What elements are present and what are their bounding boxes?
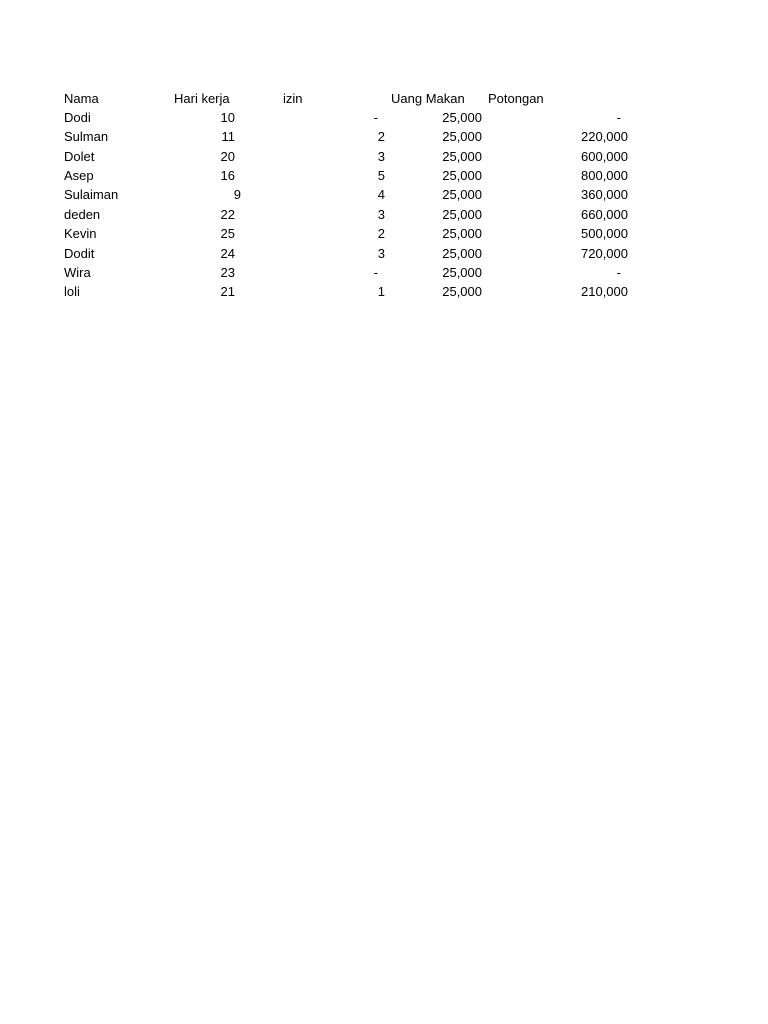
cell-hari-kerja: 25 bbox=[220, 226, 235, 241]
cell-izin: 2 bbox=[377, 226, 385, 241]
header-izin: izin bbox=[283, 91, 303, 106]
cell-izin: 1 bbox=[377, 284, 385, 299]
cell-izin: - bbox=[373, 110, 378, 125]
cell-potongan: - bbox=[616, 110, 621, 125]
header-hari-kerja: Hari kerja bbox=[174, 91, 230, 106]
cell-potongan: 600,000 bbox=[581, 149, 628, 164]
cell-hari-kerja: 23 bbox=[220, 265, 235, 280]
table-row bbox=[0, 166, 768, 185]
cell-potongan: 800,000 bbox=[581, 168, 628, 183]
cell-hari-kerja: 10 bbox=[220, 110, 235, 125]
cell-hari-kerja: 16 bbox=[220, 168, 235, 183]
cell-izin: 4 bbox=[377, 187, 385, 202]
cell-potongan: - bbox=[616, 265, 621, 280]
cell-izin: - bbox=[373, 265, 378, 280]
cell-izin: 3 bbox=[377, 207, 385, 222]
cell-hari-kerja: 9 bbox=[233, 187, 241, 202]
cell-potongan: 360,000 bbox=[581, 187, 628, 202]
cell-nama: loli bbox=[64, 284, 80, 299]
cell-izin: 2 bbox=[377, 129, 385, 144]
header-potongan: Potongan bbox=[488, 91, 544, 106]
header-uang-makan: Uang Makan bbox=[391, 91, 465, 106]
cell-hari-kerja: 24 bbox=[220, 246, 235, 261]
cell-potongan: 500,000 bbox=[581, 226, 628, 241]
cell-potongan: 660,000 bbox=[581, 207, 628, 222]
cell-hari-kerja: 21 bbox=[220, 284, 235, 299]
table-row bbox=[0, 108, 768, 127]
cell-hari-kerja: 22 bbox=[220, 207, 235, 222]
cell-nama: Dolet bbox=[64, 149, 95, 164]
table-row bbox=[0, 263, 768, 282]
cell-uang-makan: 25,000 bbox=[442, 187, 482, 202]
cell-nama: deden bbox=[64, 207, 101, 222]
cell-nama: Sulaiman bbox=[64, 187, 119, 202]
cell-izin: 3 bbox=[377, 246, 385, 261]
cell-uang-makan: 25,000 bbox=[442, 149, 482, 164]
table-row bbox=[0, 127, 768, 146]
table-row bbox=[0, 282, 768, 301]
cell-nama: Wira bbox=[64, 265, 91, 280]
table-row bbox=[0, 224, 768, 243]
cell-izin: 5 bbox=[377, 168, 385, 183]
cell-izin: 3 bbox=[377, 149, 385, 164]
cell-uang-makan: 25,000 bbox=[442, 265, 482, 280]
header-row bbox=[0, 89, 768, 108]
table-row bbox=[0, 147, 768, 166]
cell-uang-makan: 25,000 bbox=[442, 168, 482, 183]
cell-potongan: 220,000 bbox=[581, 129, 628, 144]
cell-nama: Dodit bbox=[64, 246, 95, 261]
cell-uang-makan: 25,000 bbox=[442, 226, 482, 241]
cell-uang-makan: 25,000 bbox=[442, 129, 482, 144]
table-row bbox=[0, 244, 768, 263]
header-nama: Nama bbox=[64, 91, 99, 106]
cell-potongan: 210,000 bbox=[581, 284, 628, 299]
cell-hari-kerja: 20 bbox=[220, 149, 235, 164]
cell-nama: Dodi bbox=[64, 110, 91, 125]
cell-potongan: 720,000 bbox=[581, 246, 628, 261]
cell-hari-kerja: 11 bbox=[221, 129, 235, 144]
table-row bbox=[0, 205, 768, 224]
cell-uang-makan: 25,000 bbox=[442, 246, 482, 261]
cell-nama: Sulman bbox=[64, 129, 109, 144]
cell-uang-makan: 25,000 bbox=[442, 284, 482, 299]
cell-uang-makan: 25,000 bbox=[442, 207, 482, 222]
table-row bbox=[0, 185, 768, 204]
cell-uang-makan: 25,000 bbox=[442, 110, 482, 125]
cell-nama: Kevin bbox=[64, 226, 97, 241]
cell-nama: Asep bbox=[64, 168, 94, 183]
